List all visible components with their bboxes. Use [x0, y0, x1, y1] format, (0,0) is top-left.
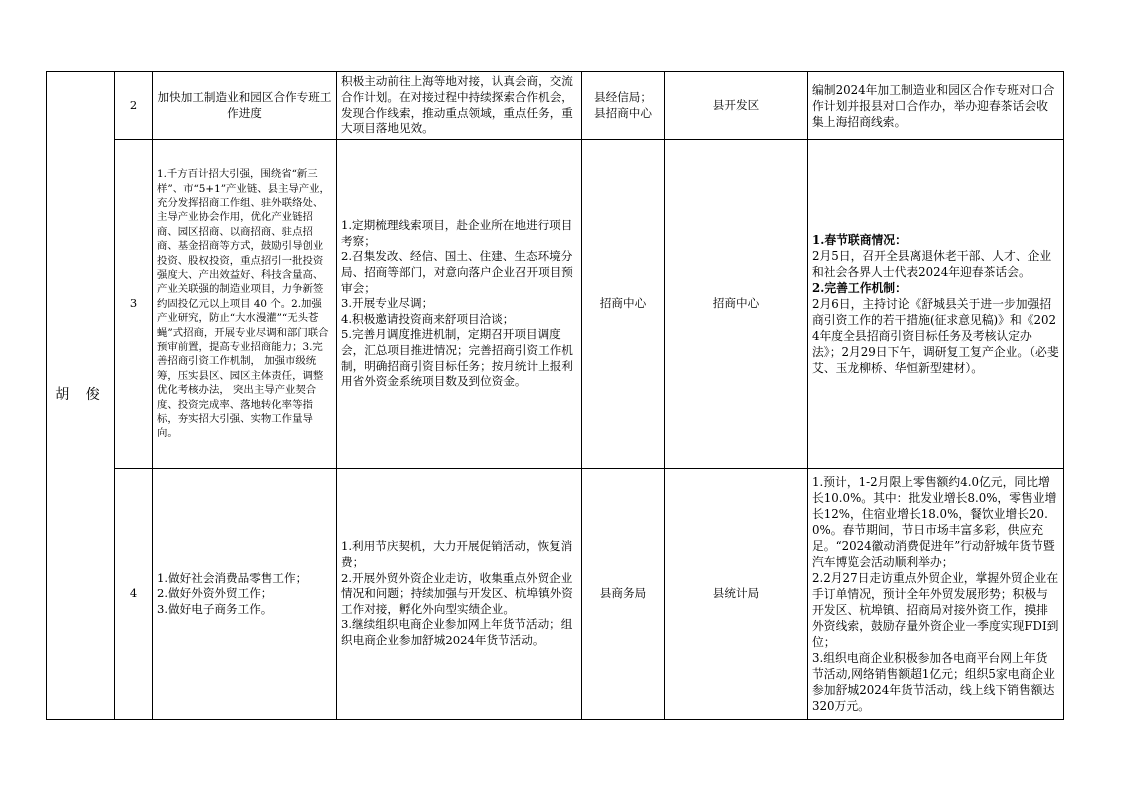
- responsible-person: 胡 俊: [47, 72, 115, 720]
- responsible-unit-cell: 招商中心: [665, 140, 808, 469]
- measure-item: 5.完善月调度推进机制，定期召开项目调度会，汇总项目推进情况；完善招商引资工作机制，明确招商引资目标任务；按月统计上报利用省外资金系统项目数及到位资金。: [341, 327, 573, 389]
- measure-item: 4.积极邀请投资商来舒项目洽谈；: [341, 311, 515, 326]
- measures-cell: 积极主动前往上海等地对接，认真会商，交流合作计划。在对接过程中持续探索合作机会，发现合作线索，推动重点领域，重点任务，重大项目落地见效。: [337, 72, 582, 140]
- lead-unit-cell: 招商中心: [582, 140, 665, 469]
- measure-item: 3.继续组织电商企业参加网上年货节活动；组织电商企业参加舒城2024年货节活动。: [341, 617, 573, 647]
- measure-item: 1.定期梳理线索项目，赴企业所在地进行项目考察；: [341, 218, 573, 248]
- task-cell: 加快加工制造业和园区合作专班工作进度: [153, 72, 337, 140]
- task-item: 2.做好外资外贸工作；: [157, 586, 273, 601]
- progress-heading: 1.春节联商情况：: [812, 233, 907, 247]
- task-cell: 1.千方百计招大引强，围绕省“新三样”、市“5+1”产业链、县主导产业，充分发挥招商工作组、驻外联络处、主导产业协会作用，优化产业链招商、园区招商、以商招商、驻点招商、基金招商等方式，鼓励引导创业投资、股权投资，重点招引一批投资强度大、产出效益好、科技含量高、产业关联强的制造业项目，力争新签约固投亿元以上项目 40 个。2.加强产业研究，防止“大水漫灌”“无头苍蝇”式招商，开展专业尽调和部门联合预审前置，提高专业招商能力；3.完善招商引资工作机制， 加强市级统筹，压实县区、园区主体责任，调整优化考核办法， 突出主导产业契合度、投资完成率、落地转化率等指标，夯实招大引强、实物工作量导向。: [153, 140, 337, 469]
- progress-item: 2月6日，主持讨论《舒城县关于进一步加强招商引资工作的若干措施(征求意见稿)》和《2024年度全县招商引资目标任务及考核认定办法》；2月29日下午，调研复工复产企业。（必斐艾、玉龙柳桥、华恒新型建材）。: [812, 297, 1059, 375]
- table-row: [47, 72, 1064, 140]
- lead-unit-cell: [582, 72, 665, 140]
- progress-cell: 编制2024年加工制造业和园区合作专班对口合作计划并报县对口合作办，举办迎春茶话会收集上海招商线索。: [808, 72, 1064, 140]
- progress-heading: 2.完善工作机制：: [812, 281, 907, 295]
- measure-item: 2.开展外贸外资企业走访，收集重点外贸企业情况和问题；持续加强与开发区、杭埠镇外资工作对接，孵化外向型实绩企业。: [341, 570, 573, 616]
- progress-item: 2月5日，召开全县离退休老干部、人才、企业和社会各界人士代表2024年迎春茶话会。: [812, 249, 1052, 279]
- row-number: 4: [115, 469, 153, 720]
- measure-item: 1.利用节庆契机，大力开展促销活动，恢复消费；: [341, 539, 573, 570]
- responsible-unit-cell: 县开发区: [665, 72, 808, 140]
- lead-unit-line: 县招商中心: [594, 105, 652, 120]
- table-row: [47, 140, 1064, 469]
- row-number: 2: [115, 72, 153, 140]
- task-item: 3.做好电子商务工作。: [157, 601, 273, 616]
- measures-cell: [337, 469, 582, 720]
- measure-item: 2.召集发改、经信、国土、住建、生态环境分局、招商等部门，对意向落户企业召开项目预审会；: [341, 249, 573, 295]
- progress-item: 2.2月27日走访重点外贸企业，掌握外贸企业在手订单情况，预计全年外贸发展形势；积极与开发区、杭埠镇、招商局对接外资工作，摸排外资线索，鼓励存量外资企业一季度实现FDI到位；: [812, 571, 1059, 649]
- progress-cell: [808, 469, 1064, 720]
- work-progress-table: [46, 71, 1064, 720]
- responsible-unit-cell: 县统计局: [665, 469, 808, 720]
- table-row: [47, 469, 1064, 720]
- task-cell: [153, 469, 337, 720]
- progress-cell: [808, 140, 1064, 469]
- row-number: 3: [115, 140, 153, 469]
- progress-item: 1.预计，1-2月限上零售额约4.0亿元，同比增长10.0%。其中：批发业增长8.0%，零售业增长12%，住宿业增长18.0%，餐饮业增长20.0%。春节期间，节日市场丰富多彩，供应充足。“2024徽动消费促进年”行动舒城年货节暨汽车博览会活动顺利举办；: [812, 475, 1057, 569]
- measures-cell: [337, 140, 582, 469]
- lead-unit-cell: 县商务局: [582, 469, 665, 720]
- lead-unit-line: 县经信局；: [594, 89, 652, 104]
- task-item: 1.做好社会消费品零售工作；: [157, 570, 308, 585]
- progress-item: 3.组织电商企业积极参加各电商平台网上年货节活动,网络销售额超1亿元；组织5家电商企业参加舒城2024年货节活动，线上线下销售额达320万元。: [812, 651, 1055, 713]
- measure-item: 3.开展专业尽调；: [341, 296, 434, 311]
